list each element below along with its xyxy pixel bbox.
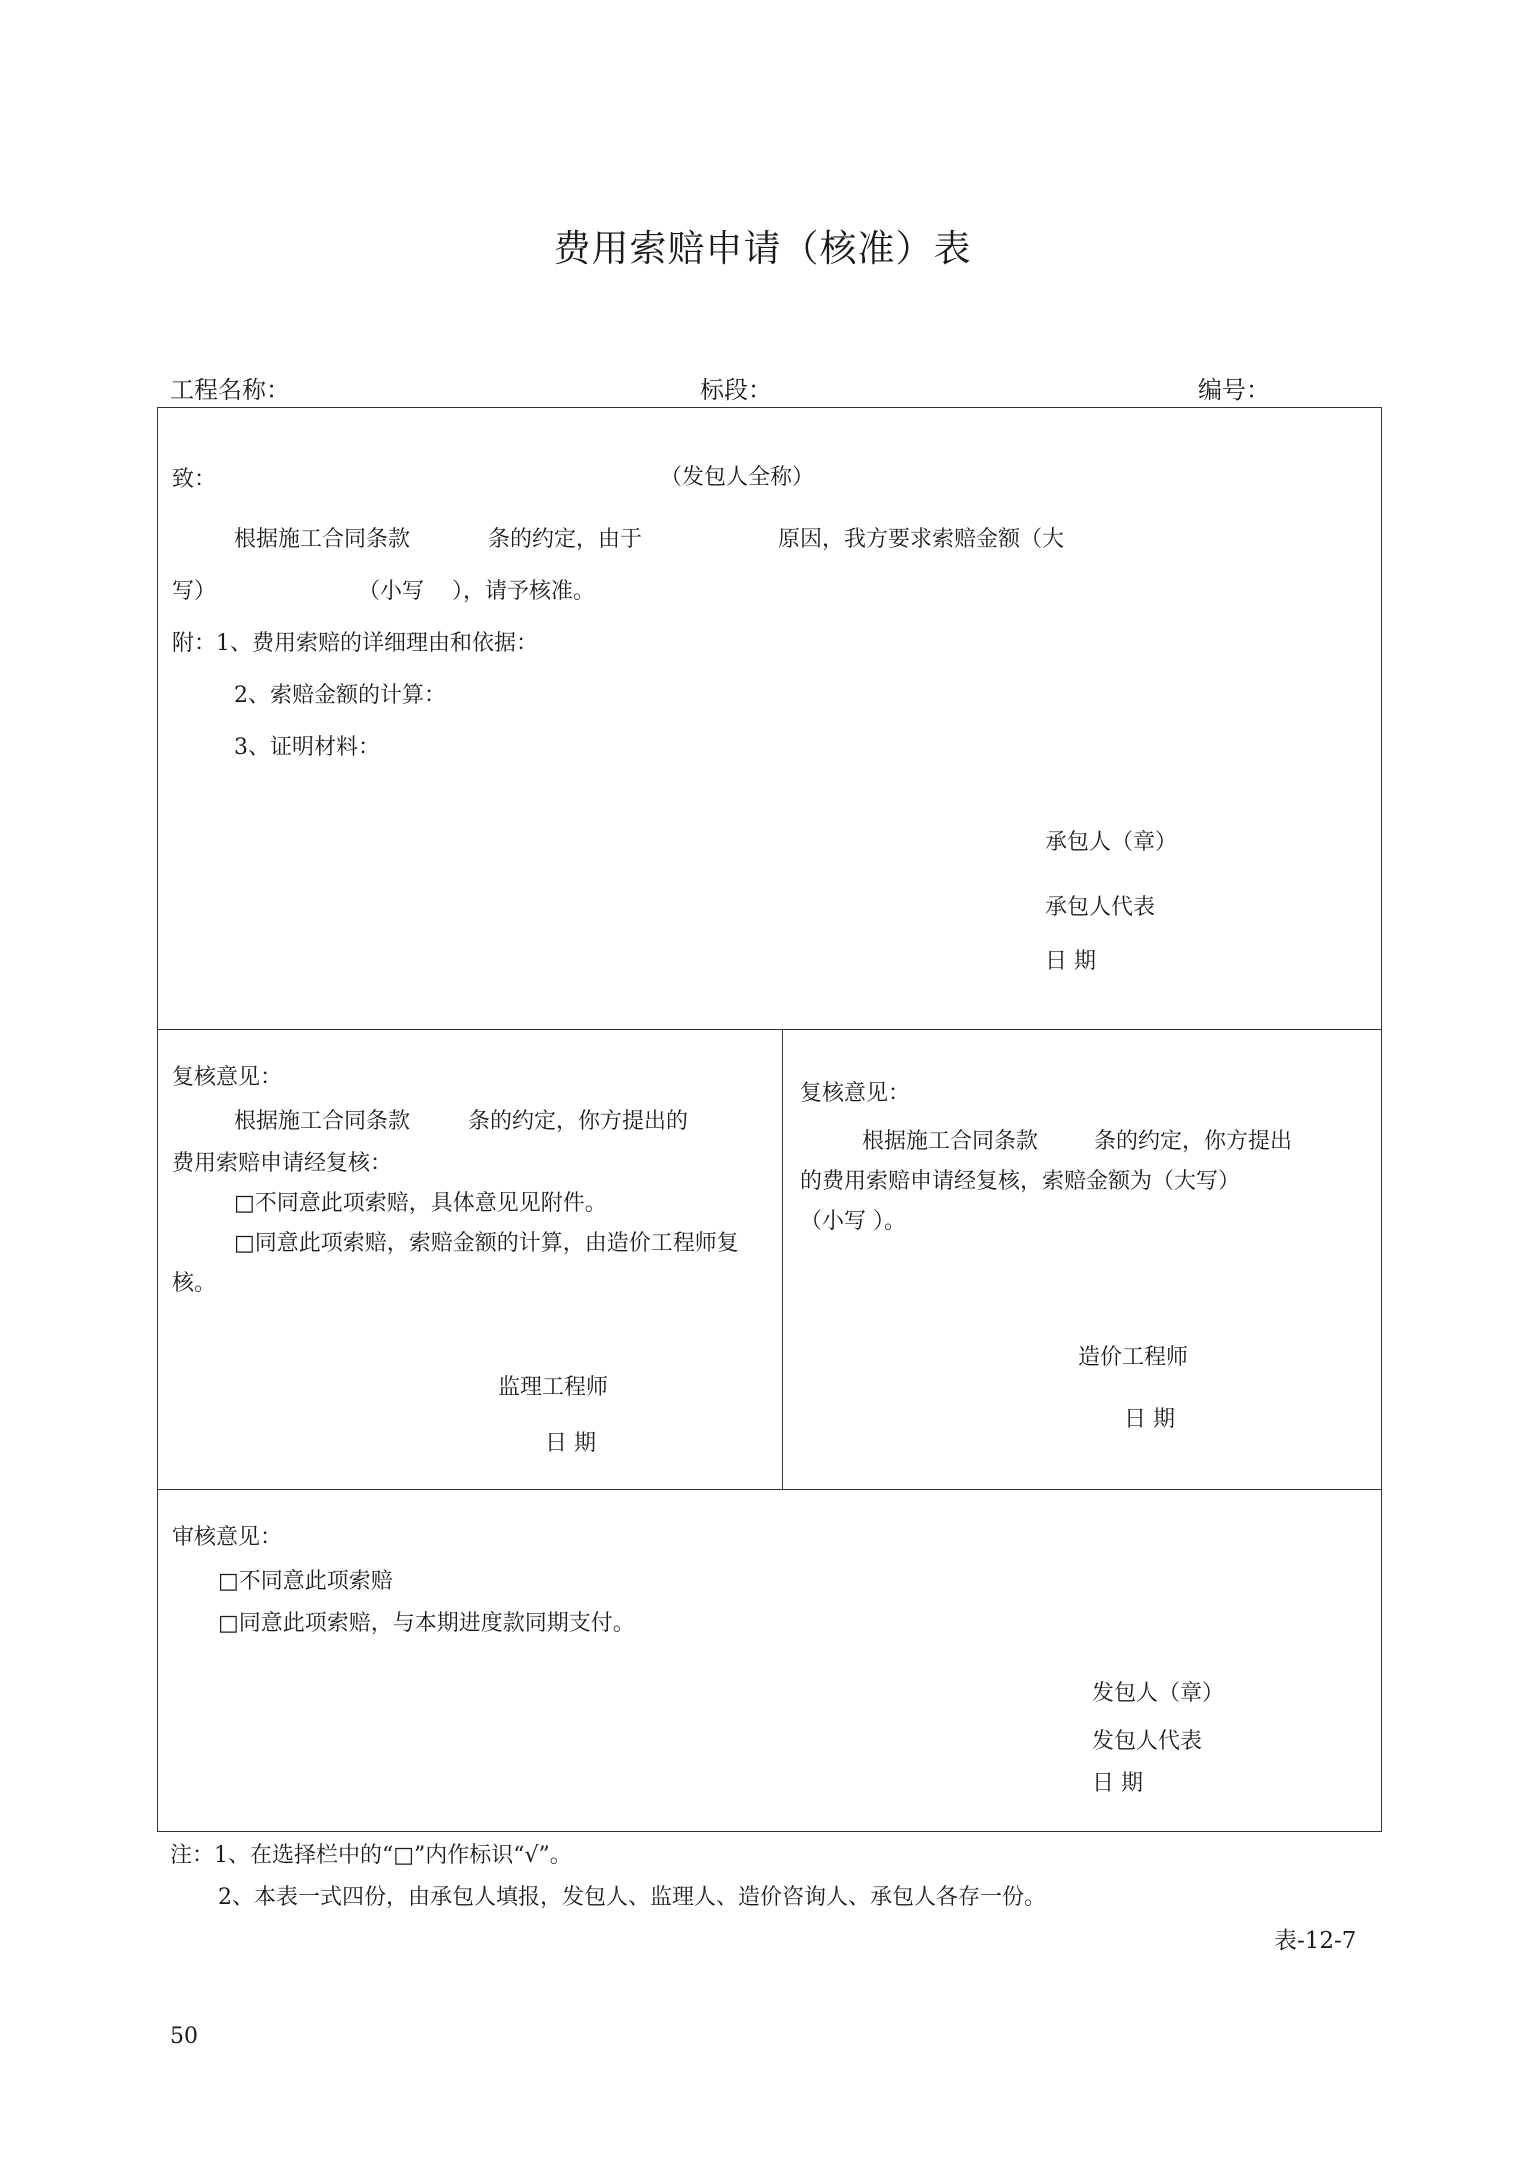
application-text: 写）	[172, 579, 217, 604]
cost-engineer-label: 造价工程师	[1078, 1345, 1189, 1370]
contractor-rep-label: 承包人代表	[1045, 895, 1156, 920]
divider-line	[157, 1029, 1382, 1030]
page-number: 50	[170, 2024, 198, 2049]
divider-line	[157, 1489, 1382, 1490]
application-text: （小写	[358, 579, 425, 604]
review-heading: 复核意见：	[172, 1065, 283, 1090]
section-label: 标段：	[700, 376, 772, 404]
form-code: 表-12-7	[1274, 1928, 1357, 1954]
application-text: 根据施工合同条款	[234, 527, 411, 552]
note-item: 注：1、在选择栏中的“□”内作标识“√”。	[170, 1843, 572, 1868]
audit-option: □同意此项索赔，与本期进度款同期支付。	[218, 1611, 635, 1636]
review-text: （小写 ）。	[800, 1209, 906, 1234]
contractor-seal-label: 承包人（章）	[1045, 830, 1178, 855]
employer-rep-label: 发包人代表	[1092, 1729, 1203, 1754]
attachment-item: 附：1、费用索赔的详细理由和依据：	[172, 631, 538, 656]
application-text: ），请予核准。	[452, 579, 596, 604]
review-text: 条的约定，你方提出	[1094, 1129, 1293, 1154]
date-label: 日 期	[1045, 949, 1096, 974]
audit-heading: 审核意见：	[172, 1525, 283, 1550]
number-label: 编号：	[1198, 376, 1270, 404]
review-text: 费用索赔申请经复核：	[172, 1151, 393, 1176]
supervisor-label: 监理工程师	[498, 1375, 609, 1400]
review-heading: 复核意见：	[800, 1081, 911, 1106]
note-item: 2、本表一式四份，由承包人填报，发包人、监理人、造价咨询人、承包人各存一份。	[218, 1885, 1046, 1910]
review-text: 根据施工合同条款	[234, 1109, 411, 1134]
date-label: 日 期	[1092, 1771, 1143, 1796]
review-text: 根据施工合同条款	[862, 1129, 1039, 1154]
application-text: 原因，我方要求索赔金额（大	[778, 527, 1065, 552]
review-option: □同意此项索赔，索赔金额的计算，由造价工程师复	[234, 1231, 739, 1256]
review-text: 条的约定，你方提出的	[468, 1109, 689, 1134]
audit-option: □不同意此项索赔	[218, 1569, 393, 1594]
column-divider	[782, 1029, 783, 1489]
attachment-item: 3、证明材料：	[234, 735, 380, 760]
to-label: 致：	[172, 467, 217, 492]
attachment-item: 2、索赔金额的计算：	[234, 683, 446, 708]
review-text: 的费用索赔申请经复核，索赔金额为（大写）	[800, 1169, 1241, 1194]
page-title: 费用索赔申请（核准）表	[553, 227, 972, 270]
employer-fullname-label: （发包人全称）	[660, 465, 815, 490]
project-name-label: 工程名称：	[170, 376, 290, 404]
review-option: □不同意此项索赔，具体意见见附件。	[234, 1191, 607, 1216]
date-label: 日 期	[545, 1431, 596, 1456]
application-text: 条的约定，由于	[488, 527, 643, 552]
employer-seal-label: 发包人（章）	[1092, 1681, 1225, 1706]
date-label: 日 期	[1124, 1407, 1175, 1432]
review-option: 核。	[172, 1271, 217, 1296]
